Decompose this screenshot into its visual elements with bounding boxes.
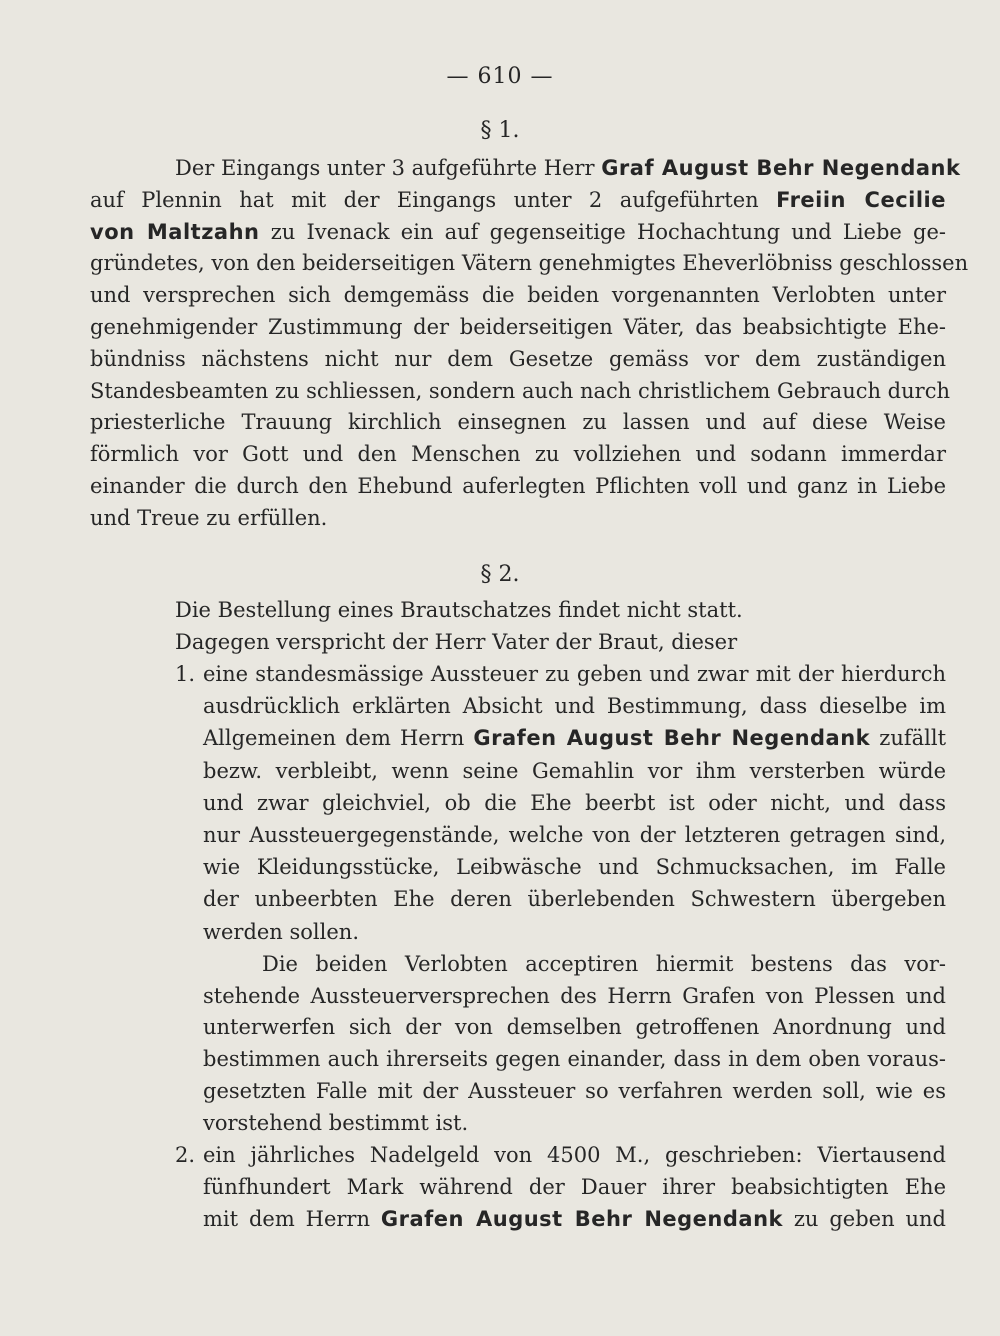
text-line: [175, 593, 946, 627]
text-run: bündniss nächstens nicht nur dem Gesetze gemäss vor dem zuständigen: [90, 346, 946, 371]
text-run: und zwar gleichviel, ob die Ehe beerbt ist oder nicht, und dass: [203, 790, 946, 815]
name-emphasis: Graf August Behr Negendank: [601, 156, 961, 180]
text-run: zu geben und: [782, 1206, 946, 1231]
text-run: stehende Aussteuerversprechen des Herrn Grafen von Plessen und: [203, 983, 946, 1008]
section-1-heading: § 1.: [480, 118, 520, 143]
text-line: [90, 374, 950, 408]
text-line: [203, 1202, 946, 1236]
text-line: [203, 754, 946, 788]
name-emphasis: Grafen August Behr Negendank: [473, 726, 871, 751]
text-line: [203, 1074, 946, 1108]
text-run: mit dem Herrn: [203, 1206, 381, 1231]
text-run: Die beiden Verlobten acceptiren hiermit bestens das vor-: [262, 951, 946, 976]
text-run: der unbeerbten Ehe deren überlebenden Schwestern übergeben: [203, 887, 946, 912]
text-run: Der Eingangs unter 3 aufgeführte Herr: [175, 156, 602, 180]
text-line: [90, 278, 946, 312]
text-run: nur Aussteuergegenstände, welche von der letzteren getragen sind,: [203, 823, 946, 847]
list-number: 1.: [175, 662, 196, 686]
text-run: bezw. verbleibt, wenn seine Gemahlin vor ihm versterben würde: [203, 758, 946, 783]
page-number: — 610 —: [446, 64, 554, 89]
text-line: [90, 183, 946, 217]
text-line: [262, 947, 946, 981]
text-line: [203, 721, 946, 755]
text-run: ein jährliches Nadelgeld von 4500 M., geschrieben: Viertausend: [203, 1142, 946, 1167]
text-run: eine standesmässige Aussteuer zu geben und zwar mit der hierdurch: [203, 662, 946, 686]
text-run: unterwerfen sich der von demselben getroffenen Anordnung und: [203, 1015, 946, 1040]
text-run: priesterliche Trauung kirchlich einsegnen zu lassen und auf diese Weise: [90, 410, 946, 435]
section-2-heading: § 2.: [480, 562, 520, 587]
text-run: bestimmen auch ihrerseits gegen einander, dass in dem oben voraus-: [203, 1047, 946, 1072]
text-run: werden sollen.: [203, 919, 359, 944]
text-line: [203, 1106, 946, 1140]
text-line: [90, 469, 946, 503]
text-line: [175, 151, 961, 185]
text-line: [203, 1010, 946, 1044]
text-run: Standesbeamten zu schliessen, sondern auch nach christlichem Gebrauch durch: [90, 378, 950, 403]
text-run: gründetes, von den beiderseitigen Vätern genehmigtes Eheverlöbniss geschlossen: [90, 251, 969, 276]
text-run: auf Plennin hat mit der Eingangs unter 2 aufgeführten: [90, 187, 777, 212]
text-line: [203, 882, 946, 916]
text-line: [203, 689, 946, 723]
list-number: 2.: [175, 1142, 196, 1167]
text-run: fünfhundert Mark während der Dauer ihrer beabsichtigten Ehe: [203, 1174, 946, 1199]
text-run: ausdrücklich erklärten Absicht und Bestimmung, dass dieselbe im: [203, 694, 946, 719]
text-run: einander die durch den Ehebund auferlegten Pflichten voll und ganz in Liebe: [90, 474, 946, 498]
text-run: und Treue zu erfüllen.: [90, 505, 328, 530]
name-emphasis: Freiin Cecilie: [776, 187, 946, 212]
text-run: genehmigender Zustimmung der beiderseitigen Väter, das beabsichtigte Ehe-: [90, 315, 946, 339]
text-run: zu Ivenack ein auf gegenseitige Hochachtung und Liebe ge-: [259, 219, 946, 244]
text-line: [203, 915, 946, 949]
text-run: und versprechen sich demgemäss die beiden vorgenannten Verlobten unter: [90, 283, 946, 308]
text-line: [175, 625, 946, 659]
text-line: [90, 215, 946, 249]
text-run: Dagegen verspricht der Herr Vater der Braut, dieser: [175, 630, 738, 654]
text-line: [175, 657, 946, 691]
text-run: förmlich vor Gott und den Menschen zu vollziehen und sodann immerdar: [90, 442, 946, 467]
text-run: wie Kleidungsstücke, Leibwäsche und Schmucksachen, im Falle: [203, 855, 946, 880]
text-line: [203, 850, 946, 884]
text-line: [90, 437, 946, 471]
text-run: Die Bestellung eines Brautschatzes findet nicht statt.: [175, 598, 743, 622]
text-line: [203, 1042, 946, 1076]
name-emphasis: Grafen August Behr Negendank: [380, 1206, 783, 1231]
text-run: vorstehend bestimmt ist.: [203, 1110, 469, 1135]
text-line: [90, 501, 946, 535]
text-line: [90, 310, 946, 344]
text-line: [90, 246, 969, 280]
text-run: zufällt: [870, 726, 947, 751]
text-line: [203, 979, 946, 1013]
text-run: gesetzten Falle mit der Aussteuer so verfahren werden soll, wie es: [203, 1079, 946, 1103]
name-emphasis: von Maltzahn: [90, 219, 260, 244]
text-line: [203, 1170, 946, 1204]
text-line: [203, 786, 946, 820]
text-line: [175, 1138, 946, 1172]
text-line: [90, 405, 946, 439]
text-run: Allgemeinen dem Herrn: [203, 726, 474, 751]
text-line: [90, 342, 946, 376]
text-line: [203, 818, 946, 852]
